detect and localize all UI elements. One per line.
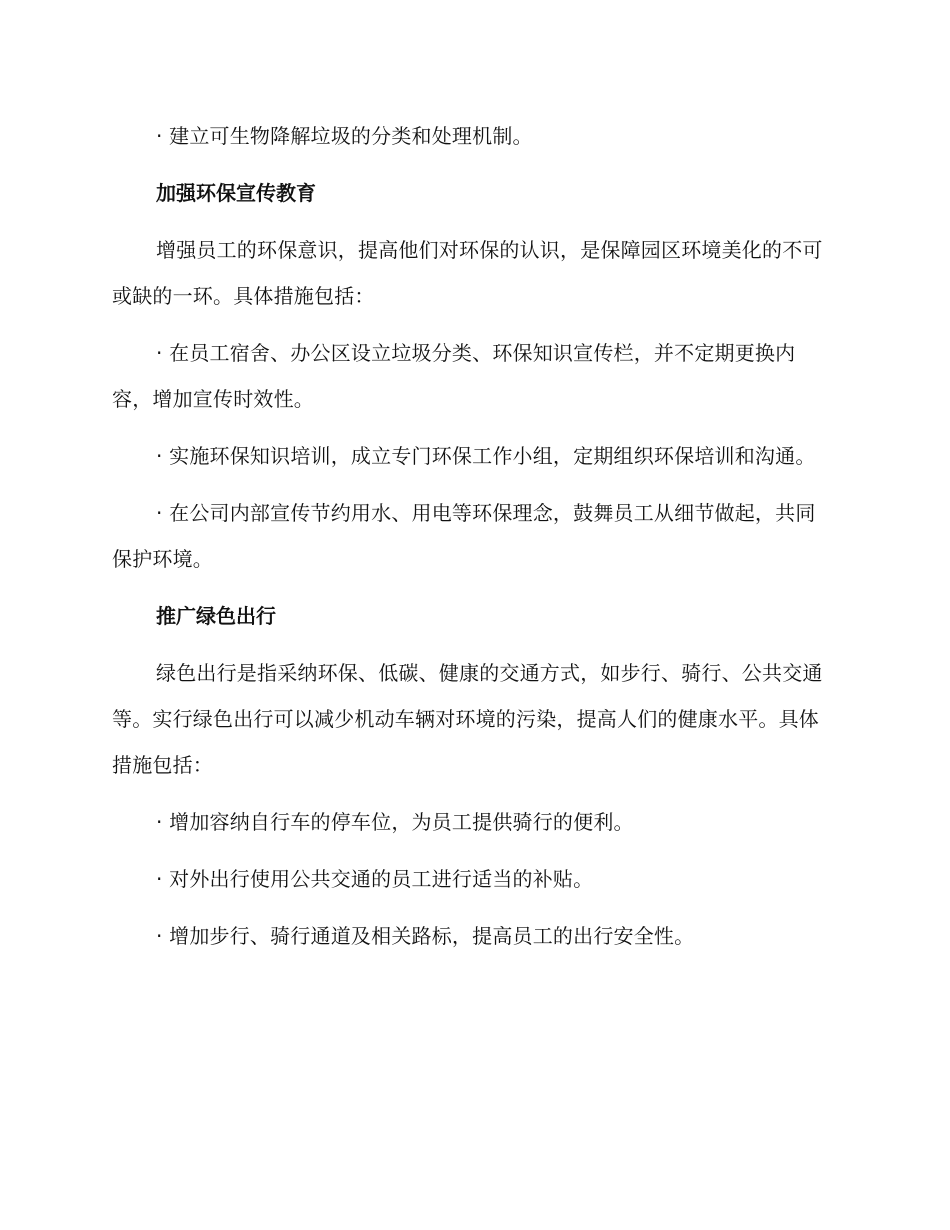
bullet-transit-subsidy: · 对外出行使用公共交通的员工进行适当的补贴。	[156, 867, 594, 891]
bullet-biodegradable-waste: · 建立可生物降解垃圾的分类和处理机制。	[156, 124, 533, 148]
bullet-env-training: · 实施环保知识培训，成立专门环保工作小组，定期组织环保培训和沟通。	[156, 444, 816, 468]
bullet-saving-water-electricity: · 在公司内部宣传节约用水、用电等环保理念，鼓舞员工从细节做起，共同保护环境。	[112, 501, 816, 571]
paragraph-env-awareness: 增强员工的环保意识，提高他们对环保的认识，是保障园区环境美化的不可或缺的一环。具体措施包括：	[112, 238, 823, 308]
section-heading-env-education: 加强环保宣传教育	[156, 181, 316, 205]
document-body	[112, 113, 832, 959]
section-heading-green-travel: 推广绿色出行	[156, 604, 276, 628]
bullet-walking-cycling-paths: · 增加步行、骑行通道及相关路标，提高员工的出行安全性。	[156, 924, 695, 948]
paragraph-green-travel: 绿色出行是指采纳环保、低碳、健康的交通方式，如步行、骑行、公共交通等。实行绿色出行可以减少机动车辆对环境的污染，提高人们的健康水平。具体措施包括：	[112, 661, 823, 777]
bullet-bike-parking: · 增加容纳自行车的停车位，为员工提供骑行的便利。	[156, 810, 634, 834]
bullet-bulletin-boards: · 在员工宿舍、办公区设立垃圾分类、环保知识宣传栏，并不定期更换内容，增加宣传时效性。	[112, 341, 796, 411]
